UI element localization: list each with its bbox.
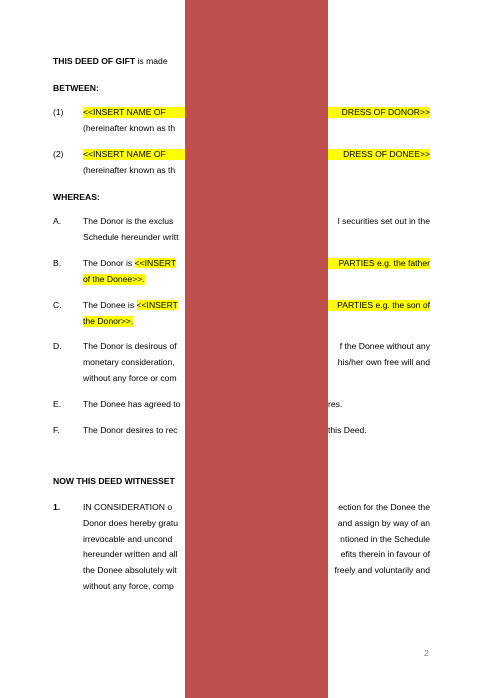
clause-1-line1-left: IN CONSIDERATION o	[83, 502, 173, 512]
recital-e-line1-left: The Donee has agreed to	[83, 399, 181, 409]
recital-a-line1-right: l securities set out in the	[337, 216, 430, 226]
recital-b-placeholder: <<INSERT	[134, 258, 176, 268]
recital-c-text: The Donee is	[83, 300, 135, 310]
recital-a-line2-left: Schedule hereunder writt	[83, 232, 179, 242]
intro-text: is made	[137, 56, 168, 66]
recital-c-letter: C.	[53, 300, 62, 310]
recital-c-line1-left	[83, 300, 178, 311]
recital-f-line1-left: The Donor desires to rec	[83, 425, 178, 435]
recital-b-line1-left	[83, 258, 176, 269]
deed-title: THIS DEED OF GIFT	[53, 56, 136, 66]
clause-1-line4-right: efits therein in favour of	[340, 549, 430, 559]
recital-b-line2: of the Donee>>.	[83, 274, 145, 284]
recital-d-line2-left: monetary consideration,	[83, 357, 175, 367]
clause-1-number: 1.	[53, 502, 61, 512]
recital-d-line1-right: f the Donee without any	[339, 341, 430, 351]
recital-c-line1-right: PARTIES e.g. the son of	[328, 300, 430, 311]
clause-1-line1-right: ection for the Donee the	[338, 502, 430, 512]
clause-1-line3-right: ntioned in the Schedule	[340, 534, 430, 544]
recital-f-letter: F.	[53, 425, 60, 435]
intro-line	[53, 56, 168, 67]
clause-1-line4-left: hereunder written and all	[83, 549, 178, 559]
recital-a-line1-left: The Donor is the exclus	[83, 216, 174, 226]
party-1-placeholder-right: DRESS OF DONOR>>	[328, 107, 430, 118]
page-number: 2	[424, 648, 429, 658]
recital-d-letter: D.	[53, 341, 62, 351]
party-2-placeholder-left: <<INSERT NAME OF	[83, 149, 185, 160]
recital-b-line1-right: PARTIES e.g. the father	[328, 258, 430, 269]
clause-1-line2-left: Donor does hereby gratu	[83, 518, 179, 528]
recital-b-letter: B.	[53, 258, 62, 268]
party-2-known-as: (hereinafter known as th	[83, 165, 176, 175]
clause-1-line3-left: irrevocable and uncond	[83, 534, 173, 544]
party-1-number: (1)	[53, 107, 64, 117]
recital-b-text: The Donor is	[83, 258, 133, 268]
recital-d-line2-right: his/her own free will and	[337, 357, 430, 367]
party-1-placeholder-left: <<INSERT NAME OF	[83, 107, 185, 118]
clause-1-line6-left: without any force, comp	[83, 581, 174, 591]
recital-a-letter: A.	[53, 216, 62, 226]
recital-d-line1-left: The Donor is desirous of	[83, 341, 177, 351]
recital-e-line1-right: res.	[328, 399, 343, 409]
between-heading: BETWEEN:	[53, 83, 99, 93]
recital-c-line2: the Donor>>.	[83, 316, 134, 326]
witnesseth-heading: NOW THIS DEED WITNESSET	[53, 476, 175, 486]
party-1-known-as: (hereinafter known as th	[83, 123, 176, 133]
redaction-bar	[185, 0, 328, 698]
clause-1-line2-right: and assign by way of an	[337, 518, 430, 528]
recital-f-line1-right: this Deed.	[328, 425, 367, 435]
recital-d-line3-left: without any force or com	[83, 373, 177, 383]
party-2-number: (2)	[53, 149, 64, 159]
recital-c-placeholder: <<INSERT	[136, 300, 178, 310]
clause-1-line5-left: the Donee absolutely wit	[83, 565, 177, 575]
recital-e-letter: E.	[53, 399, 62, 409]
whereas-heading: WHEREAS:	[53, 192, 100, 202]
clause-1-line5-right: freely and voluntarily and	[334, 565, 430, 575]
party-2-placeholder-right: DRESS OF DONEE>>	[328, 149, 430, 160]
